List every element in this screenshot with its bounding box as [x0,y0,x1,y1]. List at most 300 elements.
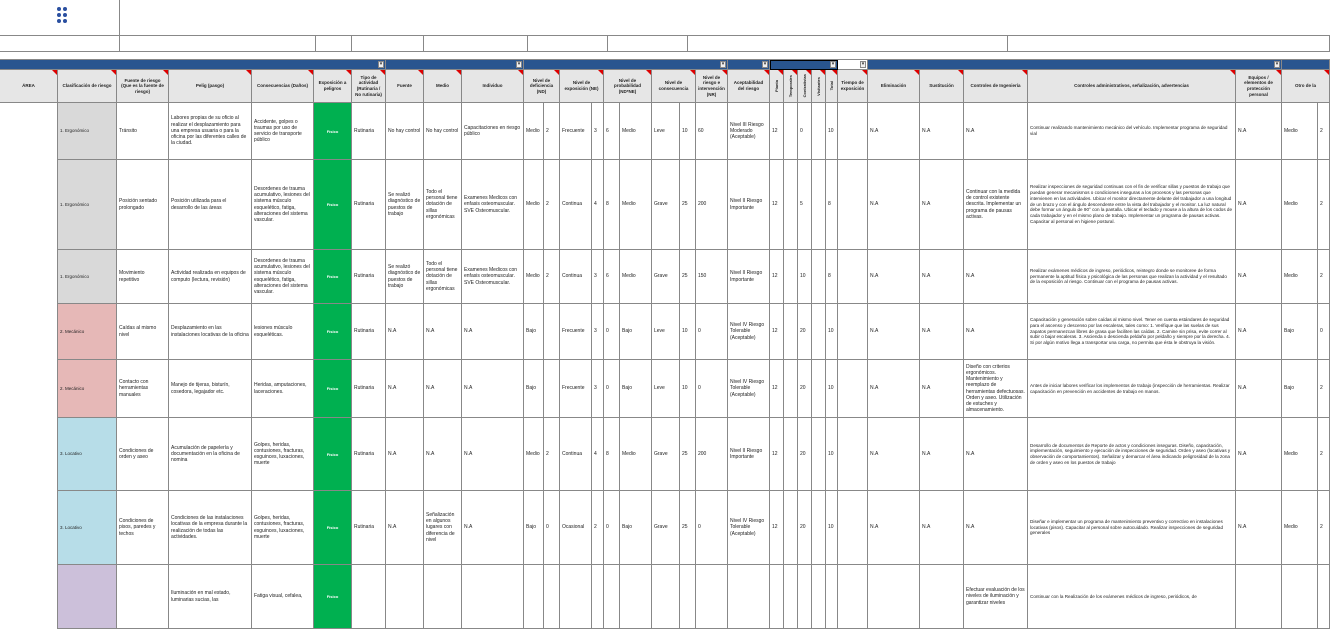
cell-elim: N.A [868,418,920,491]
cell-nd_n [544,304,560,360]
info-filler [1008,36,1330,52]
cell-elim: N.A [868,360,920,418]
cell-clasif [58,565,117,629]
cell-acep: Nivel III Riesgo Moderado (Aceptable) [728,103,770,160]
cell-e1: 12 [770,160,784,250]
cell-nc_n: 10 [680,360,696,418]
header-expuestos-label: Temporales [788,74,793,98]
cell-e1: 12 [770,103,784,160]
cell-peligro: Condiciones de las instalaciones locativas de la empresa durante la realización de todas las actividades. [169,491,252,565]
cell-nd [524,565,544,629]
cell-ing: Diseño con criterios ergonómicos. Mantenimiento y reemplazo de herramientas defectuosas. Orden y aseo. Utilización de estuches y almacenamiento. [964,360,1028,418]
cell-ne: Continua [560,160,592,250]
cell-np_n [604,565,620,629]
cell-epp: N.A [1236,103,1282,160]
header-sustitucion: Sustitución [920,70,964,103]
filter-dropdown[interactable]: ▾ [831,61,835,67]
filter-dropdown[interactable]: ▾ [721,61,725,67]
cell-e1: 12 [770,360,784,418]
cell-e2 [784,250,798,304]
cell-nc: Grave [652,250,680,304]
cell-nd: Medio [524,418,544,491]
cell-ne_n: 3 [592,360,604,418]
header-otro: Otro de la [1282,70,1330,103]
cell-peligro: Posición utilizada para el desarrollo de las áreas [169,160,252,250]
header-aceptabilidad: Aceptabilidad del riesgo [728,70,770,103]
cell-nr_n: 0 [696,304,728,360]
cell-e3: 20 [798,418,812,491]
cell-sust: N.A [920,360,964,418]
cell-expo: Físico [314,491,352,565]
cell-epp: N.A [1236,360,1282,418]
cell-nc: Grave [652,491,680,565]
header-epp: Equipos / elementos de protección personal [1236,70,1282,103]
header-tipo: Tipo de actividad (Rutinaria / No rutinaria) [352,70,386,103]
cell-ing: N.A [964,103,1028,160]
cell-e2 [784,491,798,565]
cell-nc: Grave [652,160,680,250]
area-label [16,330,34,629]
cell-ne: Frecuente [560,304,592,360]
cell-o1: Medio [1282,103,1318,160]
page-title [120,0,1330,36]
filter-dropdown[interactable]: ▾ [517,61,521,67]
header-expuestos-2 [798,70,812,103]
cell-admin: Desarrollo de documentos de Reporte de actos y condiciones inseguras. Diseño, capacitación, implementación, seguimiento y ejecución de inspecciones de seguridad. Orden y aseo (locativas y observación de comportamientos). Señalizar y demarcar el área indicando peligrosidad de la zona de orden y aseo en los puestos de trabajo [1028,418,1236,491]
cell-epp: N.A [1236,304,1282,360]
cell-admin: Realizar exámenes médicos de ingreso, periódicos, reintegro donde se monitoree de forma permanente la aptitud física y psicológica de las personas que realizan la actividad y el resultado de la exposición al riesgo. Continuar con el programa de pausas activas. [1028,250,1236,304]
cell-nr_n: 0 [696,360,728,418]
cell-f: No hay control [386,103,424,160]
cell-acep [728,565,770,629]
cell-nc: Leve [652,103,680,160]
cell-epp: N.A [1236,250,1282,304]
cell-peligro: Desplazamiento en las instalaciones locativas de la oficina [169,304,252,360]
cell-epp: N.A [1236,491,1282,565]
cell-expo: Físico [314,418,352,491]
cell-e4 [812,565,826,629]
cell-nd_n: 2 [544,418,560,491]
cell-ing: N.A [964,304,1028,360]
cell-clasif: 1. Ergonómico [58,160,117,250]
cell-m: No hay control [424,103,462,160]
cell-np_n: 0 [604,491,620,565]
cell-nd_n: 2 [544,250,560,304]
cell-acep: Nivel IV Riesgo Tolerable (Aceptable) [728,304,770,360]
section-medidas-ext [1282,60,1330,70]
cell-admin: Antes de iniciar labores verificar los implementos de trabajo (inspección de herramientas. Realizar capacitación en prevención en accidentes de trabajo en manos. [1028,360,1236,418]
header-exposicion: Exposición a peligros [314,70,352,103]
cell-clasif: 1. Ergonómico [58,250,117,304]
cell-nr_n: 200 [696,418,728,491]
cell-i: N.A [462,491,524,565]
fecha-label [424,36,528,52]
cell-f: N.A [386,304,424,360]
cell-m: Señalización en algunos lugares con diferencia de nivel [424,491,462,565]
cell-nd: Medio [524,103,544,160]
cell-o2: 2 [1318,103,1330,160]
cell-sust: N.A [920,418,964,491]
cell-consec: Golpes, heridas, contusiones, fracturas, esguinces, luxaciones, muerte [252,491,314,565]
cell-nd: Bajo [524,304,544,360]
cell-e3 [798,565,812,629]
header-np: Nivel de probabilidad (ND*NE) [604,70,652,103]
cell-o2: 2 [1318,250,1330,304]
cell-tipo: Rutinaria [352,418,386,491]
cell-tipo: Rutinaria [352,491,386,565]
cell-expo: Físico [314,103,352,160]
cell-e2 [784,360,798,418]
cell-nd: Medio [524,250,544,304]
cell-ne_n: 3 [592,304,604,360]
cell-fuente: Contacto con herramientas manuales [117,360,169,418]
cell-o1: Medio [1282,250,1318,304]
header-expuestos-3 [812,70,826,103]
cell-o2: 2 [1318,491,1330,565]
cell-o2 [1318,565,1330,629]
elaborado-value [688,36,1008,52]
header-expuestos-4 [826,70,838,103]
cell-sust: N.A [920,491,964,565]
cell-acep: Nivel IV Riesgo Tolerable (Aceptable) [728,491,770,565]
cell-np: Medio [620,250,652,304]
header-medio: Medio [424,70,462,103]
cell-clasif: 1. Ergonómico [58,103,117,160]
cell-clasif: 3. Locativo [58,491,117,565]
cell-e5: 10 [826,103,838,160]
cell-admin: Capacitación y generación sobre caídas al mismo nivel. Tener en cuenta estándares de seguridad para el ascenso y descenso por las escaleras, tales como: 1. Verifique que las suelas de sus zapatos permanezcan libres de grasa que faciliten las caídas. 2. Camine sin prisa, evite correr al subir o bajar escaleras. 3. Ascienda o descienda peldaño por peldaño y siempre por la derecha. 4. Si por algún motivo llega a transportar una carga, no permita que ésta le obstruya la visión. [1028,304,1236,360]
header-expuestos-label: Contratistas [802,74,807,98]
cell-np: Medio [620,103,652,160]
header-fuente_ctrl: Fuente [386,70,424,103]
cell-i: Examenes Medicos con enfasis osteomuscular. SVE Osteomuscular. [462,250,524,304]
cell-o2: 2 [1318,418,1330,491]
cell-e1: 12 [770,418,784,491]
cell-e5: 10 [826,418,838,491]
cell-e5: 10 [826,304,838,360]
cell-nc [652,565,680,629]
cell-o2: 2 [1318,360,1330,418]
cell-clasif: 2. Mecánico [58,360,117,418]
cell-e3: 20 [798,360,812,418]
section-controles [386,60,524,70]
cell-ing: N.A [964,250,1028,304]
filter-dropdown[interactable]: ▾ [763,61,767,67]
cell-consec: Fatiga visual, cefalea, [252,565,314,629]
cell-nc: Grave [652,418,680,491]
header-expuestos-label: Total [829,81,834,91]
cell-tiempo [838,304,868,360]
cell-tipo: Rutinaria [352,304,386,360]
cell-i: Examenes Medicos con enfasis osteomuscular. SVE Osteomuscular. [462,160,524,250]
cell-e2 [784,565,798,629]
cell-e5: 8 [826,160,838,250]
header-clasificacion: Clasificación de riesgo [58,70,117,103]
cell-e3: 10 [798,250,812,304]
cell-sust: N.A [920,304,964,360]
cell-i: N.A [462,304,524,360]
cell-f: Se realizó diagnóstico de puestos de trabajo [386,250,424,304]
cell-np: Medio [620,418,652,491]
cell-fuente: Posición sentado prolongado [117,160,169,250]
cell-nd_n: 0 [544,491,560,565]
cell-e2 [784,304,798,360]
cell-fuente: Tránsito [117,103,169,160]
cell-ing: N.A [964,491,1028,565]
header-nc: Nivel de consecuencia [652,70,696,103]
cell-expo: Físico [314,304,352,360]
header-individuo: Individuo [462,70,524,103]
cell-m: N.A [424,418,462,491]
cell-e4 [812,418,826,491]
cell-e2 [784,418,798,491]
proceso-value [352,36,424,52]
cell-ne_n: 2 [592,491,604,565]
cell-o1: Bajo [1282,360,1318,418]
cell-o1 [1282,565,1318,629]
cell-tiempo [838,418,868,491]
section-medicion [524,60,728,70]
cell-nc_n [680,565,696,629]
header-area: ÁREA [0,70,58,103]
cell-tipo: Rutinaria [352,360,386,418]
cell-o2: 2 [1318,160,1330,250]
cell-f: Se realizó diagnóstico de puestos de trabajo [386,160,424,250]
cell-m: N.A [424,360,462,418]
cell-ne_n: 4 [592,160,604,250]
cell-nd: Medio [524,160,544,250]
cell-tipo [352,565,386,629]
cell-e4 [812,304,826,360]
cell-nr_n [696,565,728,629]
cell-fuente: Condiciones de orden y aseo [117,418,169,491]
cell-nd: Bajo [524,491,544,565]
elaborado-label [608,36,688,52]
cell-e1: 12 [770,491,784,565]
filter-dropdown[interactable]: ▾ [379,61,383,67]
cell-e2 [784,160,798,250]
cell-i [462,565,524,629]
cell-tiempo [838,160,868,250]
header-ing: Controles de Ingeniería [964,70,1028,103]
cell-expo: Físico [314,250,352,304]
cell-sust: N.A [920,250,964,304]
cell-np_n: 8 [604,160,620,250]
cell-tiempo [838,250,868,304]
cell-consec: Golpes, heridas, contusiones, fracturas, esguinces, luxaciones, muerte [252,418,314,491]
cell-np: Bajo [620,360,652,418]
cell-nr_n: 0 [696,491,728,565]
cell-ing: N.A [964,418,1028,491]
cell-ing: Continuar con la medida de control existente descrita. Implementar un programa de pausas activas. [964,160,1028,250]
cell-admin: Continuar con la Realización de los exámenes médicos de ingreso, periódicos, de [1028,565,1236,629]
cell-e4 [812,160,826,250]
filter-dropdown[interactable]: ▾ [861,61,865,67]
cell-e4 [812,103,826,160]
cell-o2: 0 [1318,304,1330,360]
cell-nc_n: 10 [680,103,696,160]
cell-elim: N.A [868,103,920,160]
header-expuestos-label: Planta [774,79,779,92]
cell-elim: N.A [868,304,920,360]
cell-nc: Leve [652,304,680,360]
cell-ne_n: 3 [592,103,604,160]
cell-i: N.A [462,360,524,418]
header-fuente: Fuente de riesgo (Que es la fuente de riesgo) [117,70,169,103]
cell-consec: lesiones músculo esqueléticas. [252,304,314,360]
cell-consec: Accidente, golpes o traumas por uso de servicio de transporte público [252,103,314,160]
cell-e2 [784,103,798,160]
cell-fuente: Condiciones de pisos, paredes y techos [117,491,169,565]
cell-m: Todo el personal tiene dotación de sillas ergonómicas [424,160,462,250]
cell-elim: N.A [868,160,920,250]
cell-expo: Físico [314,160,352,250]
cell-nd: Bajo [524,360,544,418]
logo-area [0,0,120,36]
cell-consec: Desordenes de trauma acumulativo, lesiones del sistema músculo esquelético, fatiga, alteraciones del sistema vascular. [252,250,314,304]
section-expuestos [770,60,838,70]
cell-np_n: 8 [604,418,620,491]
cell-expo: Físico [314,360,352,418]
cell-e5 [826,565,838,629]
cell-ne_n: 4 [592,418,604,491]
cell-np: Bajo [620,491,652,565]
cell-o1: Medio [1282,491,1318,565]
cell-e1: 12 [770,250,784,304]
cell-nd_n: 2 [544,160,560,250]
cell-np [620,565,652,629]
header-expuestos-0 [770,70,784,103]
cell-e4 [812,250,826,304]
cell-e5: 10 [826,360,838,418]
cell-tiempo [838,565,868,629]
cell-e1: 12 [770,304,784,360]
cell-ne [560,565,592,629]
cell-e4 [812,491,826,565]
cell-o1: Medio [1282,160,1318,250]
cell-tiempo [838,360,868,418]
header-consecuencias: Consecuencias (Daños) [252,70,314,103]
cell-peligro: Acumulación de papelería y documentación en la oficina de nomina [169,418,252,491]
cell-m: Todo el personal tiene dotación de sillas ergonómicas [424,250,462,304]
cell-acep: Nivel II Riesgo Importante [728,250,770,304]
cell-nr_n: 150 [696,250,728,304]
cell-peligro: Manejo de tijeras, bisturín, cosedora, legajador etc. [169,360,252,418]
cell-nc_n: 25 [680,491,696,565]
header-ne: Nivel de exposición (NE) [560,70,604,103]
cell-acep: Nivel II Riesgo Importante [728,418,770,491]
cell-acep: Nivel IV Riesgo Tolerable (Aceptable) [728,360,770,418]
cell-sust: N.A [920,103,964,160]
cell-epp [1236,565,1282,629]
header-admin: Controles administrativos, señalización, advertencias [1028,70,1236,103]
cell-o1: Bajo [1282,304,1318,360]
cell-elim: N.A [868,491,920,565]
cell-e3: 5 [798,160,812,250]
header-expuestos-1 [784,70,798,103]
cell-acep: Nivel II Riesgo Importante [728,160,770,250]
cell-e4 [812,360,826,418]
proceso-label [316,36,352,52]
cell-nc_n: 25 [680,160,696,250]
cell-admin: Diseñar e implementar un programa de mantenimiento preventivo y correctivo en instalaciones locativas (pisos). Capacitar al personal sobre autocuidado. Realizar inspecciones de seguridad generales [1028,491,1236,565]
header-nr: Nivel de riesgo e intervención (NR) [696,70,728,103]
cell-nc_n: 25 [680,418,696,491]
fecha-value [528,36,608,52]
cell-peligro: Iluminación en mal estado, luminarias sucias, las [169,565,252,629]
cell-ne_n [592,565,604,629]
cell-elim [868,565,920,629]
cell-nd_n [544,360,560,418]
cell-m [424,565,462,629]
cell-ne: Frecuente [560,103,592,160]
cell-nd_n [544,565,560,629]
cell-elim: N.A [868,250,920,304]
cell-np: Medio [620,160,652,250]
cell-e3: 20 [798,304,812,360]
cell-np: Bajo [620,304,652,360]
cell-tiempo [838,491,868,565]
cell-tipo: Rutinaria [352,250,386,304]
cell-f [386,565,424,629]
cell-f: N.A [386,418,424,491]
cell-admin: Realizar inspecciones de seguridad continuas con el fin de verificar sillas y puestos de trabajo que puedan generar mecanismos o condiciones inseguras a los procesos y las personas que intervienen en las actividades. Ubicar el monitor directamente delante del trabajador a una longitud de un brazo y con el ángulo descendente entre la vista del trabajador y el monitor. La luz natural debe formar un ángulo de 90° con la pantalla. Ubicar el teclado y mouse a la altura de los codos de cada trabajador y en el mismo plano de trabajo. Implementar un programa de pausas activas. Capacitar al personal en higiene postural. [1028,160,1236,250]
cell-tipo: Rutinaria [352,160,386,250]
cell-nc_n: 25 [680,250,696,304]
cell-np_n: 0 [604,360,620,418]
cell-clasif: 3. Locativo [58,418,117,491]
cell-peligro: Actividad realizada en equipos de computo (lectura, revisión) [169,250,252,304]
header-peligro: Pelig (pasgo) [169,70,252,103]
cell-fuente: Caídas al mismo nivel [117,304,169,360]
spacer [0,52,1330,60]
cell-e1 [770,565,784,629]
header-nd: Nivel de deficiencia (ND) [524,70,560,103]
section-identificacion [0,60,386,70]
cell-admin: Continuar realizando mantenimiento mecánico del vehículo. Implementar programa de seguridad vial [1028,103,1236,160]
cell-nr_n: 200 [696,160,728,250]
cell-clasif: 2. Mecánico [58,304,117,360]
cell-ing: Efectuar evaluación de los niveles de iluminación y garantizar niveles [964,565,1028,629]
cell-sust [920,565,964,629]
centro-value [120,36,316,52]
cell-epp: N.A [1236,160,1282,250]
cell-consec: Heridas, amputaciones, laceraciones. [252,360,314,418]
cell-nc: Leve [652,360,680,418]
cell-consec: Desordenes de trauma acumulativo, lesiones del sistema músculo esquelético, fatiga, alteraciones del sistema vascular. [252,160,314,250]
cell-epp: N.A [1236,418,1282,491]
cell-sust: N.A [920,160,964,250]
cell-ne: Continua [560,418,592,491]
cell-tipo: Rutinaria [352,103,386,160]
fontana-dots-icon [56,6,70,24]
filter-dropdown[interactable]: ▾ [1275,61,1279,67]
cell-np_n: 6 [604,103,620,160]
cell-e3: 20 [798,491,812,565]
cell-f: N.A [386,360,424,418]
cell-ne: Ocasional [560,491,592,565]
centro-label [0,36,120,52]
cell-e3: 0 [798,103,812,160]
cell-i: Capacitaciones en riesgo público [462,103,524,160]
cell-i: N.A [462,418,524,491]
header-eliminacion: Eliminación [868,70,920,103]
cell-nr_n: 60 [696,103,728,160]
cell-nc_n: 10 [680,304,696,360]
cell-ne: Frecuente [560,360,592,418]
cell-nd_n: 2 [544,103,560,160]
header-expuestos-label: Visitantes [816,76,821,96]
